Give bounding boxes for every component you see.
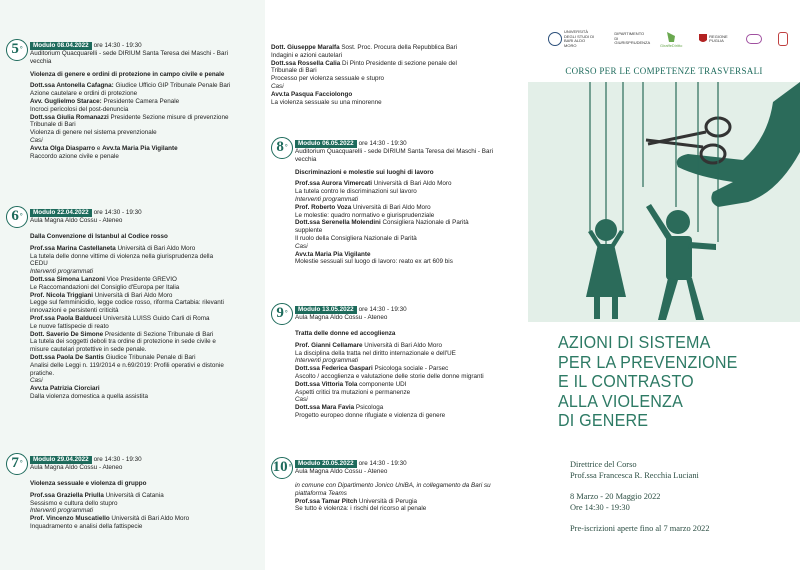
talk-title: Incroci pericolosi del post-denuncia — [30, 105, 129, 113]
module-6 — [6, 205, 261, 401]
middle-panel — [265, 0, 528, 570]
talk-title: Indagini e azioni cautelari — [271, 51, 343, 59]
speaker-affiliation: Consigliera Nazionale di Parità — [380, 219, 469, 227]
course-title: CORSO PER LE COMPETENZE TRASVERSALI — [565, 66, 763, 76]
program-line — [30, 276, 261, 284]
speaker-affiliation: Psicologa — [354, 404, 384, 412]
speaker-name: Dott.ssa Antonella Cafagna: — [30, 82, 114, 90]
partner-mark-icon — [746, 34, 762, 44]
module-number-badge: 10 ° — [271, 457, 293, 479]
talk-title: Se tutto è violenza: i rischi del ricorso al penale — [295, 505, 427, 513]
talk-title: Dalla violenza domestica a quella assistita — [30, 392, 148, 400]
module-header — [6, 452, 261, 475]
svg-text:GiraffeDiritto: GiraffeDiritto — [659, 43, 683, 48]
speaker-name: Prof.ssa Graziella Priulla — [30, 491, 104, 499]
venue-line: Auditorium Quacquarelli - sede DIRIUM Santa Teresa dei Maschi - Bari — [295, 148, 493, 155]
program-line — [30, 98, 261, 106]
module-body — [30, 71, 261, 161]
module-number-badge: 6 ° — [6, 206, 28, 228]
speaker-name: Dott. Giuseppe Maralfa — [271, 44, 340, 51]
module-header — [6, 205, 261, 228]
program-line — [30, 245, 261, 253]
regione-puglia-logo: REGIONE PUGLIA — [699, 34, 729, 44]
talk-title: Analisi delle Leggi n. 119/2014 e n.69/2019: Profili operativi e distonie — [30, 361, 224, 369]
module-topic: Tratta delle donne ed accoglienza — [295, 330, 396, 337]
program-line — [30, 145, 261, 153]
speaker-name: Avv.ta Patrizia Ciorciari — [30, 385, 100, 393]
speaker-affiliation: Università di Catania — [103, 491, 164, 499]
venue-line: vecchia — [30, 57, 52, 65]
module-meta — [30, 205, 142, 225]
talk-title: La disciplina della tratta nel diritto internazionale e dell'UE — [295, 349, 456, 357]
university-logo: UNIVERSITÀ DEGLI STUDI DI BARI ALDO MORO — [548, 30, 598, 48]
program-line — [295, 251, 523, 259]
program-line — [30, 331, 261, 339]
speaker-affiliation: Psicologa sociale - Parsec — [372, 365, 449, 373]
program-line — [295, 404, 523, 412]
speaker-affiliation: Giudice Ufficio GIP Tribunale Penale Bari — [113, 82, 231, 90]
speaker-name: Avv. Guglielmo Starace: — [30, 97, 102, 105]
program-line — [30, 492, 261, 500]
speaker-affiliation: Sost. Proc. Procura della Repubblica Bari — [339, 44, 458, 51]
program-line — [295, 219, 523, 227]
talk-title: Legge sul femminicidio, legge codice rosso, riforma Cartabia: rilevanti — [30, 299, 224, 307]
speaker-affiliation: Università di Bari Aldo Moro — [115, 244, 196, 252]
partner-mark-icon — [778, 32, 788, 46]
module-7-continuation — [271, 44, 523, 106]
venue-line: Auditorium Quacquarelli - sede DIRIUM Santa Teresa dei Maschi - Bari — [30, 50, 228, 57]
module-place — [295, 314, 407, 322]
speaker-name: Avv.ta Maria Pia Vigilante — [102, 144, 178, 152]
talk-title: Le Raccomandazioni del Consiglio d'Europa per Italia — [30, 283, 180, 291]
program-line — [295, 365, 523, 373]
speaker-affiliation: Università di Bari Aldo Moro — [92, 291, 173, 299]
speaker-affiliation: Giudice Tribunale Penale di Bari — [103, 353, 196, 361]
speaker-affiliation: Università di Perugia — [357, 497, 418, 505]
program-line — [30, 82, 261, 90]
module-place — [30, 50, 228, 66]
module-topic: Violenza di genere e ordini di protezione in campo civile e penale — [30, 70, 225, 78]
module-meta — [295, 456, 407, 476]
speaker-name: Prof.ssa Tamar Pitch — [295, 497, 358, 505]
speaker-name: Dott.ssa Paola De Santis — [30, 353, 104, 361]
module-time: ore 14:30 - 19:30 — [358, 306, 407, 313]
module-time: ore 14:30 - 19:30 — [93, 42, 142, 49]
module-place — [295, 148, 493, 164]
talk-title: supplente — [295, 227, 323, 235]
cover-panel — [528, 0, 800, 570]
program-line — [295, 180, 523, 188]
program-line — [295, 381, 523, 389]
speaker-name: Dott.ssa Giulia Romanazzi — [30, 113, 109, 121]
program-line — [295, 342, 523, 350]
module-date-tag: Modulo 29.04.2022 — [30, 456, 92, 464]
speaker-affiliation: Presidente di Sezione Tribunale di Bari — [103, 330, 214, 338]
speaker-affiliation: Università di Bari Aldo Moro — [372, 180, 452, 188]
speaker-name: Prof.ssa Paola Balducci — [30, 314, 102, 322]
section-note: Casi — [295, 242, 308, 250]
module-place — [295, 468, 407, 476]
speaker-name: Prof. Roberto Voza — [295, 203, 352, 211]
section-note: Casi — [271, 82, 284, 90]
speaker-affiliation: e — [95, 144, 103, 152]
module-header — [271, 302, 523, 325]
module-time: ore 14:30 - 19:30 — [93, 456, 142, 463]
talk-title: Le molestie: quadro normativo e giurisprudenziale — [295, 211, 435, 219]
talk-title: Violenza di genere nel sistema prevenzionale — [30, 129, 157, 137]
module-number-badge: 9 ° — [271, 303, 293, 325]
program-line — [30, 515, 261, 523]
module-meta — [30, 38, 228, 66]
continuation-list — [271, 44, 523, 106]
section-note: Interventi programmati — [30, 268, 93, 276]
venue-line: Aula Magna Aldo Cossu - Ateneo — [295, 314, 388, 321]
talk-title: Aspetti critici tra mutazioni e permanenze — [295, 388, 411, 396]
module-date-tag: Modulo 06.05.2022 — [295, 140, 357, 148]
giraffe-icon — [659, 30, 683, 48]
module-header — [6, 38, 261, 66]
partner-logo-1 — [746, 34, 762, 44]
program-line — [30, 315, 261, 323]
registration-note: Pre-iscrizioni aperte fino al 7 marzo 2022 — [570, 524, 710, 533]
course-director: Direttrice del Corso Prof.ssa Francesca R. Recchia Luciani — [570, 460, 699, 480]
speaker-name: Dott.ssa Rossella Calia — [271, 59, 341, 67]
talk-title: Azione cautelare e ordini di protezione — [30, 90, 138, 98]
speaker-name: Avv.ta Maria Pia Vigilante — [295, 250, 371, 258]
talk-title: pratiche. — [30, 369, 55, 377]
module-5 — [6, 38, 261, 160]
speaker-name: Prof. Gianni Cellamare — [295, 341, 363, 349]
talk-title: Tribunale di Bari — [30, 121, 76, 129]
module-meta — [295, 136, 493, 164]
talk-title: La tutela dei soggetti deboli tra ordine di protezione in sede civile e — [30, 338, 216, 346]
program-line — [30, 385, 261, 393]
section-note: Interventi programmati — [295, 357, 358, 365]
coat-of-arms-icon — [699, 34, 707, 44]
university-seal-icon — [548, 32, 562, 46]
program-line — [271, 60, 523, 68]
talk-title: La violenza sessuale su una minorenne — [271, 98, 382, 106]
module-date-tag: Modulo 20.05.2022 — [295, 460, 357, 468]
module-lines — [30, 492, 261, 531]
speaker-name: Prof.ssa Aurora Vimercati — [295, 180, 372, 188]
talk-title: Ascolto / accoglienza e valutazione delle storie delle donne migranti — [295, 372, 484, 380]
talk-title: Il ruolo della Consigliera Nazionale di Parità — [295, 234, 417, 242]
talk-title: Progetto europeo donne rifugiate e violenza di genere — [295, 411, 446, 419]
module-lines — [30, 245, 261, 401]
module-topic: Violenza sessuale e violenza di gruppo — [30, 480, 147, 487]
program-line — [30, 114, 261, 122]
section-note: Casi — [295, 396, 308, 404]
module-body — [295, 330, 523, 420]
module-lines — [295, 180, 523, 266]
talk-title: misure cautelari protettive in sede penale. — [30, 346, 147, 354]
speaker-affiliation: Università di Bari Aldo Moro — [351, 203, 431, 211]
module-number-badge: 7 ° — [6, 453, 28, 475]
module-lines — [295, 482, 523, 513]
speaker-affiliation: Università di Bari Aldo Moro — [109, 515, 190, 523]
logo-strip — [548, 30, 788, 48]
module-place — [30, 464, 142, 472]
section-note: Casi — [30, 136, 43, 144]
module-date-tag: Modulo 08.04.2022 — [30, 42, 92, 50]
module-body — [30, 480, 261, 531]
module-body — [295, 169, 523, 267]
module-meta — [295, 302, 407, 322]
section-note: piattaforma Teams — [295, 489, 347, 497]
speaker-affiliation: componente UDI — [357, 380, 407, 388]
module-number-badge: 5 ° — [6, 39, 28, 61]
venue-line: Aula Magna Aldo Cossu - Ateneo — [30, 464, 123, 471]
talk-title: Molestie sessuali sul luogo di lavoro: reato ex art 609 bis — [295, 258, 453, 266]
venue-line: Aula Magna Aldo Cossu - Ateneo — [295, 468, 388, 475]
talk-title: La tutela contro le discriminazioni sul lavoro — [295, 188, 417, 196]
talk-title: Inquadramento e analisi della fattispecie — [30, 522, 143, 530]
speaker-name: Dott.ssa Vittoria Tola — [295, 380, 358, 388]
speaker-name: Prof. Vincenzo Muscatiello — [30, 515, 110, 523]
module-8 — [271, 136, 523, 266]
module-body — [30, 233, 261, 401]
module-header — [271, 136, 523, 164]
speaker-name: Dott.ssa Mara Favia — [295, 404, 355, 412]
speaker-affiliation: Presidente Sezione misure di prevenzione — [108, 113, 229, 121]
speaker-name: Dott.ssa Simona Lanzoni — [30, 275, 105, 283]
talk-title: Raccordo azione civile e penale — [30, 152, 119, 160]
module-number-badge: 8 ° — [271, 137, 293, 159]
section-note: Casi — [30, 377, 43, 385]
speaker-name: Prof. Nicola Triggiani — [30, 291, 93, 299]
module-date-tag: Modulo 13.05.2022 — [295, 306, 357, 314]
speaker-affiliation: Vice Presidente GREVIO — [104, 275, 177, 283]
module-meta — [30, 452, 142, 472]
illustration — [528, 82, 800, 322]
program-line — [295, 498, 523, 506]
speaker-affiliation: Università di Bari Aldo Moro — [362, 341, 442, 349]
section-note: Interventi programmati — [295, 195, 358, 203]
module-10 — [271, 456, 523, 513]
module-lines — [295, 342, 523, 420]
module-place — [30, 217, 142, 225]
module-time: ore 14:30 - 19:30 — [93, 209, 142, 216]
speaker-affiliation: Università LUISS Guido Carli di Roma — [101, 314, 210, 322]
speaker-affiliation: Presidente Camera Penale — [101, 97, 180, 105]
speaker-name: Dott.ssa Federica Gaspari — [295, 365, 373, 373]
giraffe-logo — [659, 30, 683, 48]
module-topic: Dalla Convenzione di Istanbul al Codice rosso — [30, 233, 168, 240]
talk-title: Processo per violenza sessuale e stupro — [271, 75, 385, 83]
speaker-name: Dott. Saverio De Simone — [30, 330, 104, 338]
module-body — [295, 482, 523, 513]
venue-line: Aula Magna Aldo Cossu - Ateneo — [30, 217, 123, 224]
module-topic: Discriminazioni e molestie sui luoghi di lavoro — [295, 168, 434, 176]
program-line — [271, 91, 523, 99]
partner-logo-2 — [778, 32, 788, 46]
course-dates: 8 Marzo - 20 Maggio 2022 Ore 14:30 - 19:30 — [570, 492, 661, 512]
program-line — [295, 204, 523, 212]
module-time: ore 14:30 - 19:30 — [358, 460, 407, 467]
program-line — [30, 292, 261, 300]
department-logo: DIPARTIMENTO DI GIURISPRUDENZA — [614, 31, 651, 46]
module-9 — [271, 302, 523, 420]
section-note: Interventi programmati — [30, 507, 93, 515]
left-panel — [0, 0, 265, 570]
talk-title: La tutela delle donne vittime di violenza nella giurisprudenza della — [30, 252, 214, 260]
module-time: ore 14:30 - 19:30 — [358, 140, 407, 147]
module-lines — [30, 82, 261, 160]
module-7 — [6, 452, 261, 531]
program-line — [271, 44, 523, 52]
talk-title: innovazioni e persistenti criticità — [30, 307, 119, 315]
speaker-affiliation: Di Pinto Presidente di sezione penale del — [340, 59, 457, 67]
module-header — [271, 456, 523, 479]
venue-line: vecchia — [295, 155, 317, 163]
talk-title: Sessismo e cultura dello stupro — [30, 499, 118, 507]
talk-title: Tribunale di Bari — [271, 67, 317, 75]
program-line — [30, 354, 261, 362]
speaker-name: Prof.ssa Marina Castellaneta — [30, 244, 116, 252]
speaker-name: Dott.ssa Serenella Molendini — [295, 219, 381, 227]
speaker-name: Avv.ta Pasqua Facciolongo — [271, 90, 353, 98]
main-title: AZIONI DI SISTEMA PER LA PREVENZIONE E IL CONTRASTO ALLA VIOLENZA DI GENERE — [558, 332, 738, 430]
module-date-tag: Modulo 22.04.2022 — [30, 209, 92, 217]
talk-title: CEDU — [30, 260, 48, 268]
section-note: in comune con Dipartimento Jonico UniBA, in collegamento da Bari su — [295, 482, 491, 489]
speaker-name: Avv.ta Olga Diasparro — [30, 144, 96, 152]
talk-title: Le nuove fattispecie di reato — [30, 322, 109, 330]
